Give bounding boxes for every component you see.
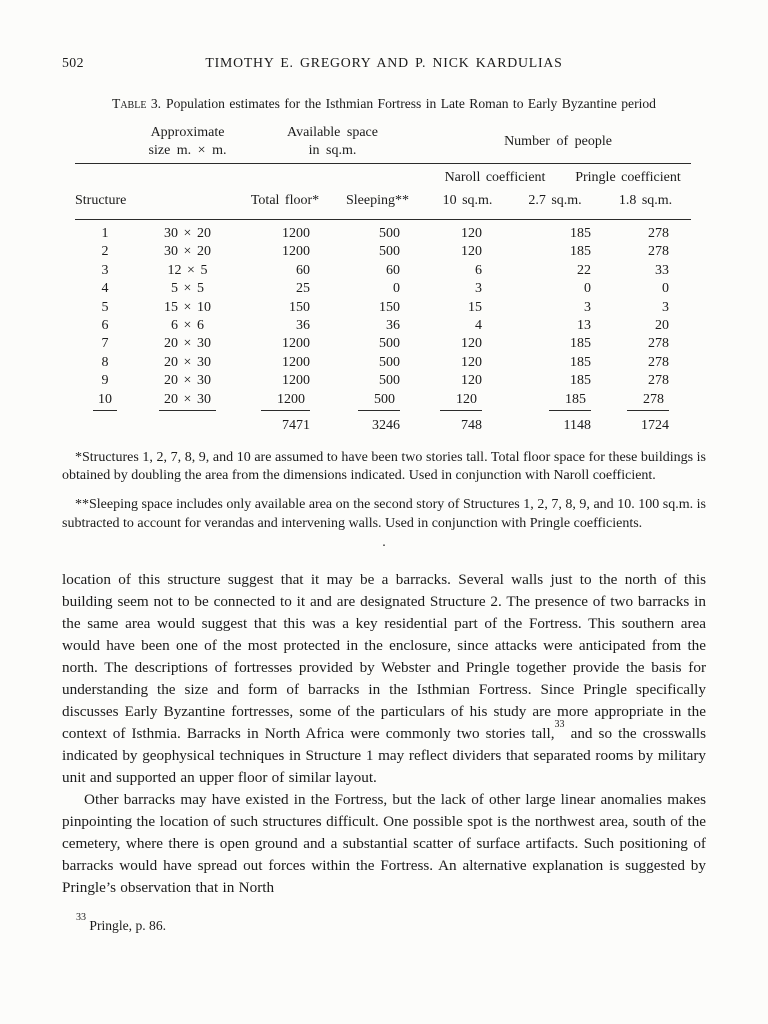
- table-row: [75, 262, 691, 280]
- table-cell: 7: [101, 336, 109, 352]
- pringle-18-sum: 1724: [641, 418, 669, 434]
- table-cell: 20 × 30: [164, 336, 211, 352]
- page-footnote-text: Pringle, p. 86.: [86, 917, 167, 933]
- table-cell: 120: [461, 244, 482, 260]
- table-cell: 278: [648, 336, 669, 352]
- footnote-reference-33: 33: [554, 719, 565, 731]
- total-floor-sum: 7471: [282, 418, 310, 434]
- table-cell: 15: [468, 299, 482, 315]
- table-cell: 36: [386, 318, 400, 334]
- table-cell: 1200: [282, 354, 310, 370]
- table-footnote-star: *Structures 1, 2, 7, 8, 9, and 10 are assumed to have been two stories tall. Total floor space for these buildings is obtained by doubling the area from the dimensions indicated. Used in conjunction with Naroll coefficient.: [62, 450, 706, 484]
- table-cell: 15 × 10: [164, 299, 211, 315]
- table-cell: 185: [510, 391, 600, 411]
- table-column-header-row: [75, 193, 691, 215]
- table-cell: 120: [461, 336, 482, 352]
- table-cell: 6: [101, 318, 109, 334]
- table-row: [75, 280, 691, 298]
- table-cell: 185: [570, 226, 591, 241]
- sleeping-sum: 3246: [372, 418, 400, 434]
- table-cell: 10: [75, 391, 135, 411]
- table-cell: 3: [475, 281, 482, 297]
- column-header-total-floor: Total floor*: [250, 193, 320, 208]
- pringle-27-sum: 1148: [563, 418, 591, 434]
- column-header-2-7-sqm: 2.7 sq.m.: [528, 193, 582, 208]
- table-row: [75, 354, 691, 372]
- table-row: [75, 243, 691, 261]
- table-row: [75, 317, 691, 335]
- table-cell: 60: [296, 262, 310, 278]
- table-cell: 0: [393, 281, 400, 297]
- table-cell: 120: [461, 373, 482, 389]
- table-cell: 20 × 30: [164, 373, 211, 389]
- table-cell: 500: [379, 336, 400, 352]
- table-cell: 120: [425, 391, 510, 411]
- column-header-sleeping: Sleeping**: [346, 193, 409, 208]
- naroll-coefficient-header: Naroll coefficient: [444, 170, 546, 185]
- col-group-approximate-size: [135, 124, 240, 159]
- table-cell: 30 × 20: [164, 226, 211, 241]
- table-cell: 5 × 5: [171, 281, 204, 297]
- naroll-sum: 748: [461, 418, 482, 434]
- table-cell: [135, 417, 240, 435]
- table-cell: 3: [101, 262, 109, 278]
- table-cell: 1200: [240, 391, 330, 411]
- table-cell: 500: [379, 354, 400, 370]
- table-row: [75, 372, 691, 390]
- table-cell: 13: [577, 318, 591, 334]
- table-cell: 8: [101, 354, 109, 370]
- table-cell: 1200: [282, 226, 310, 241]
- column-header-10-sqm: 10 sq.m.: [442, 193, 493, 208]
- col-group-number-of-people: Number of people: [504, 133, 612, 149]
- page-number: 502: [62, 55, 84, 70]
- table-cell: 278: [648, 244, 669, 260]
- table-cell: 20 × 30: [164, 354, 211, 370]
- table-rule-top: [75, 163, 691, 164]
- table-cell: 278: [648, 354, 669, 370]
- table-cell: 1200: [282, 336, 310, 352]
- col-group-space-line2: in sq.m.: [308, 142, 357, 158]
- table-caption: [62, 95, 706, 112]
- table-cell: 1200: [282, 373, 310, 389]
- table-cell: 2: [101, 244, 109, 260]
- table-cell: 150: [379, 299, 400, 315]
- table-cell: 33: [655, 262, 669, 278]
- table-footnote-double-star: **Sleeping space includes only available area on the second story of Structures 1, 2, 7, 8, 9, and 10. 100 sq.m. is subtracted to account for verandas and intervening walls. Used in conjunction with Pringle coefficients.: [62, 497, 706, 531]
- table-cell: 1200: [282, 244, 310, 260]
- running-head: TIMOTHY E. GREGORY AND P. NICK KARDULIAS: [205, 55, 563, 70]
- table-totals-row: [75, 417, 691, 435]
- col-group-space-line1: Available space: [287, 125, 378, 140]
- table-caption-text: Population estimates for the Isthmian Fortress in Late Roman to Early Byzantine period: [166, 96, 656, 111]
- table-row: [75, 225, 691, 243]
- table-cell: 20: [655, 318, 669, 334]
- table-cell: 22: [577, 262, 591, 278]
- col-group-available-space: [240, 124, 425, 159]
- column-header-structure: Structure: [75, 193, 127, 208]
- table-cell: [75, 417, 135, 435]
- table-cell: 278: [600, 391, 691, 411]
- stray-mark: .: [382, 534, 386, 550]
- table-cell: 4: [101, 281, 109, 297]
- table-cell: 120: [461, 226, 482, 241]
- col-group-size-line1: Approximate: [150, 125, 225, 140]
- table-cell: 20 × 30: [135, 391, 240, 411]
- body-text: [62, 569, 706, 899]
- table-cell: 150: [289, 299, 310, 315]
- population-table: [75, 124, 691, 435]
- pringle-coefficient-header: Pringle coefficient: [575, 170, 681, 185]
- table-cell: 185: [570, 354, 591, 370]
- table-cell: 5: [101, 299, 109, 315]
- table-cell: 500: [379, 373, 400, 389]
- table-cell: 278: [648, 226, 669, 241]
- table-cell: 36: [296, 318, 310, 334]
- table-cell: 6: [475, 262, 482, 278]
- table-rule-header: [75, 219, 691, 220]
- table-cell: 4: [475, 318, 482, 334]
- table-row: [75, 335, 691, 353]
- table-cell: 0: [662, 281, 669, 297]
- paragraph-1-text-after: and so the crosswalls indicated by geophysical techniques in Structure 1 may reflect dividers that separated rooms by military unit and supported an upper floor of similar layout.: [62, 724, 706, 786]
- table-cell: 185: [570, 336, 591, 352]
- table-cell: 6 × 6: [171, 318, 204, 334]
- table-cell: 1: [101, 226, 109, 241]
- page-footnote-number: 33: [76, 911, 86, 923]
- table-cell: 60: [386, 262, 400, 278]
- table-cell: 500: [330, 391, 425, 411]
- page-header: [62, 54, 706, 71]
- column-header-1-8-sqm: 1.8 sq.m.: [618, 193, 673, 208]
- table-cell: 25: [296, 281, 310, 297]
- table-cell: 30 × 20: [164, 244, 211, 260]
- col-group-size-line2: size m. × m.: [148, 142, 227, 158]
- table-group-header-row: [75, 124, 691, 159]
- table-cell: 120: [461, 354, 482, 370]
- table-cell: 278: [648, 373, 669, 389]
- coefficient-header-row: [75, 170, 691, 186]
- page-footnote-33: [62, 911, 706, 934]
- table-cell: 500: [379, 244, 400, 260]
- table-cell: 185: [570, 244, 591, 260]
- body-paragraph-2: Other barracks may have existed in the Fortress, but the lack of other large linear anomalies makes pinpointing the location of such structures difficult. One possible spot is the northwest area, south of the cemetery, where there is open ground and a substantial scatter of surface artifacts. Such positioning of barracks would have spread out forces within the Fortress. An alternative explanation is suggested by Pringle’s observation that in North: [62, 790, 706, 896]
- table-cell: 500: [379, 226, 400, 241]
- table-cell: 3: [662, 299, 669, 315]
- table-cell: 3: [584, 299, 591, 315]
- table-row: [75, 299, 691, 317]
- table-cell: 9: [101, 373, 109, 389]
- table-caption-label: Table 3.: [112, 96, 162, 111]
- table-cell: 185: [570, 373, 591, 389]
- table-cell: 0: [584, 281, 591, 297]
- table-row-last: [75, 391, 691, 411]
- body-paragraph-1: [62, 569, 706, 789]
- paragraph-1-text: location of this structure suggest that it may be a barracks. Several walls just to the north of this building seem not to be connected to it and are designated Structure 2. The presence of two barracks in the same area would suggest that this was a key residential part of the Fortress. This southern area would have been one of the most protected in the enclosure, since attacks were anticipated from the north. The descriptions of fortresses provided by Webster and Pringle together provide the basis for understanding the size and form of barracks in the Isthmian Fortress. Since Pringle specifically discusses Early Byzantine fortresses, some of the particulars of his study are more appropriate in the context of Isthmia. Barracks in North Africa were commonly two stories tall,: [62, 570, 706, 742]
- table-cell: 12 × 5: [167, 262, 208, 278]
